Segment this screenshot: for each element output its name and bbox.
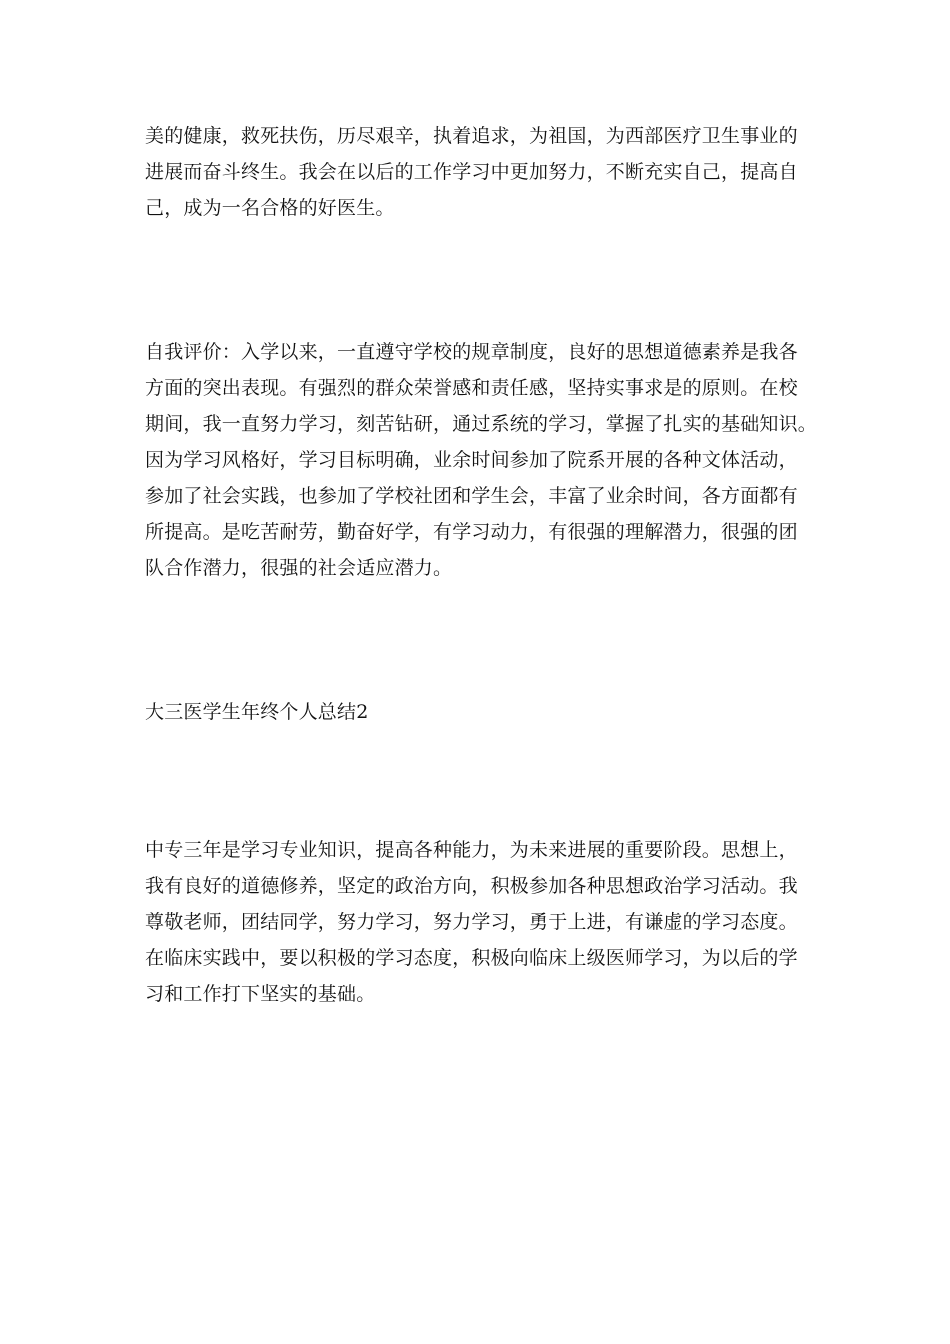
paragraph-line: 在临床实践中，要以积极的学习态度，积极向临床上级医师学习，为以后的学: [145, 947, 798, 969]
paragraph-line: 方面的突出表现。有强烈的群众荣誉感和责任感，坚持实事求是的原则。在校: [145, 377, 798, 399]
paragraph-line: 美的健康，救死扶伤，历尽艰辛，执着追求，为祖国，为西部医疗卫生事业的: [145, 125, 798, 147]
paragraph-line: 进展而奋斗终生。我会在以后的工作学习中更加努力，不断充实自己，提高自: [145, 161, 798, 183]
paragraph-line: 因为学习风格好，学习目标明确，业余时间参加了院系开展的各种文体活动，: [145, 449, 798, 471]
paragraph-line: 自我评价：入学以来，一直遵守学校的规章制度，良好的思想道德素养是我各: [145, 341, 798, 363]
paragraph-line: 队合作潜力，很强的社会适应潜力。: [145, 557, 453, 579]
paragraph-line: 期间，我一直努力学习，刻苦钻研，通过系统的学习，掌握了扎实的基础知识。: [145, 413, 818, 435]
paragraph-line: 己，成为一名合格的好医生。: [145, 197, 395, 219]
paragraph-line: 所提高。是吃苦耐劳，勤奋好学，有学习动力，有很强的理解潜力，很强的团: [145, 521, 798, 543]
paragraph-line: 我有良好的道德修养，坚定的政治方向，积极参加各种思想政治学习活动。我: [145, 875, 798, 897]
paragraph-line: 习和工作打下坚实的基础。: [145, 983, 376, 1005]
paragraph-line: 尊敬老师，团结同学，努力学习，努力学习，勇于上进，有谦虚的学习态度。: [145, 911, 798, 933]
paragraph-line: 参加了社会实践，也参加了学校社团和学生会，丰富了业余时间，各方面都有: [145, 485, 798, 507]
section-heading: 大三医学生年终个人总结2: [145, 701, 369, 723]
paragraph-line: 中专三年是学习专业知识，提高各种能力，为未来进展的重要阶段。思想上，: [145, 839, 798, 861]
